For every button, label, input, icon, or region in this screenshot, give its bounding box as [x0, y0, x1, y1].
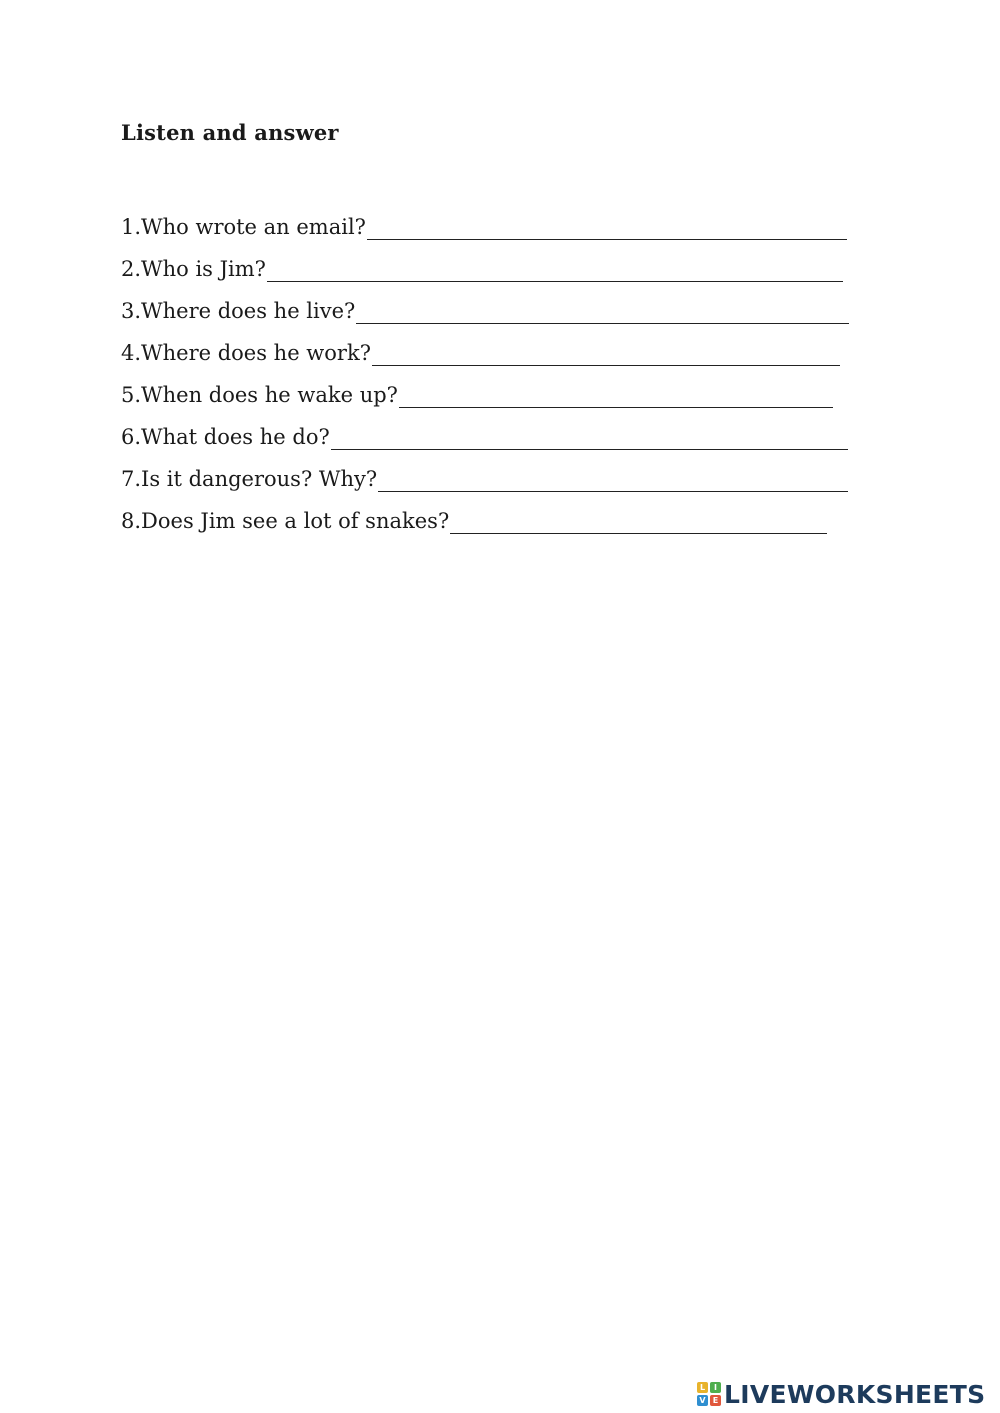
logo-text: LIVEWORKSHEETS	[724, 1379, 986, 1409]
question-text: 6.What does he do?	[121, 425, 330, 449]
logo-cell: I	[710, 1382, 721, 1393]
question-3	[121, 286, 881, 328]
answer-field[interactable]	[367, 238, 847, 240]
liveworksheets-logo-icon	[697, 1382, 721, 1406]
answer-field[interactable]	[331, 448, 848, 450]
question-list	[121, 202, 881, 538]
question-8	[121, 496, 881, 538]
question-2	[121, 244, 881, 286]
logo-cell: L	[697, 1382, 708, 1393]
question-1	[121, 202, 881, 244]
answer-field[interactable]	[450, 532, 827, 534]
question-7	[121, 454, 881, 496]
question-text: 3.Where does he live?	[121, 299, 356, 323]
question-text: 1.Who wrote an email?	[121, 215, 366, 239]
question-4	[121, 328, 881, 370]
worksheet-title: Listen and answer	[121, 120, 339, 145]
logo-cell: V	[697, 1395, 708, 1406]
answer-field[interactable]	[356, 322, 849, 324]
answer-field[interactable]	[399, 406, 833, 408]
answer-field[interactable]	[372, 364, 840, 366]
answer-field[interactable]	[267, 280, 843, 282]
answer-field[interactable]	[378, 490, 848, 492]
question-5	[121, 370, 881, 412]
liveworksheets-logo	[697, 1378, 985, 1410]
question-6	[121, 412, 881, 454]
question-text: 7.Is it dangerous? Why?	[121, 467, 378, 491]
logo-cell: E	[710, 1395, 721, 1406]
question-text: 8.Does Jim see a lot of snakes?	[121, 509, 450, 533]
question-text: 5.When does he wake up?	[121, 383, 398, 407]
question-text: 4.Where does he work?	[121, 341, 371, 365]
question-text: 2.Who is Jim?	[121, 257, 266, 281]
